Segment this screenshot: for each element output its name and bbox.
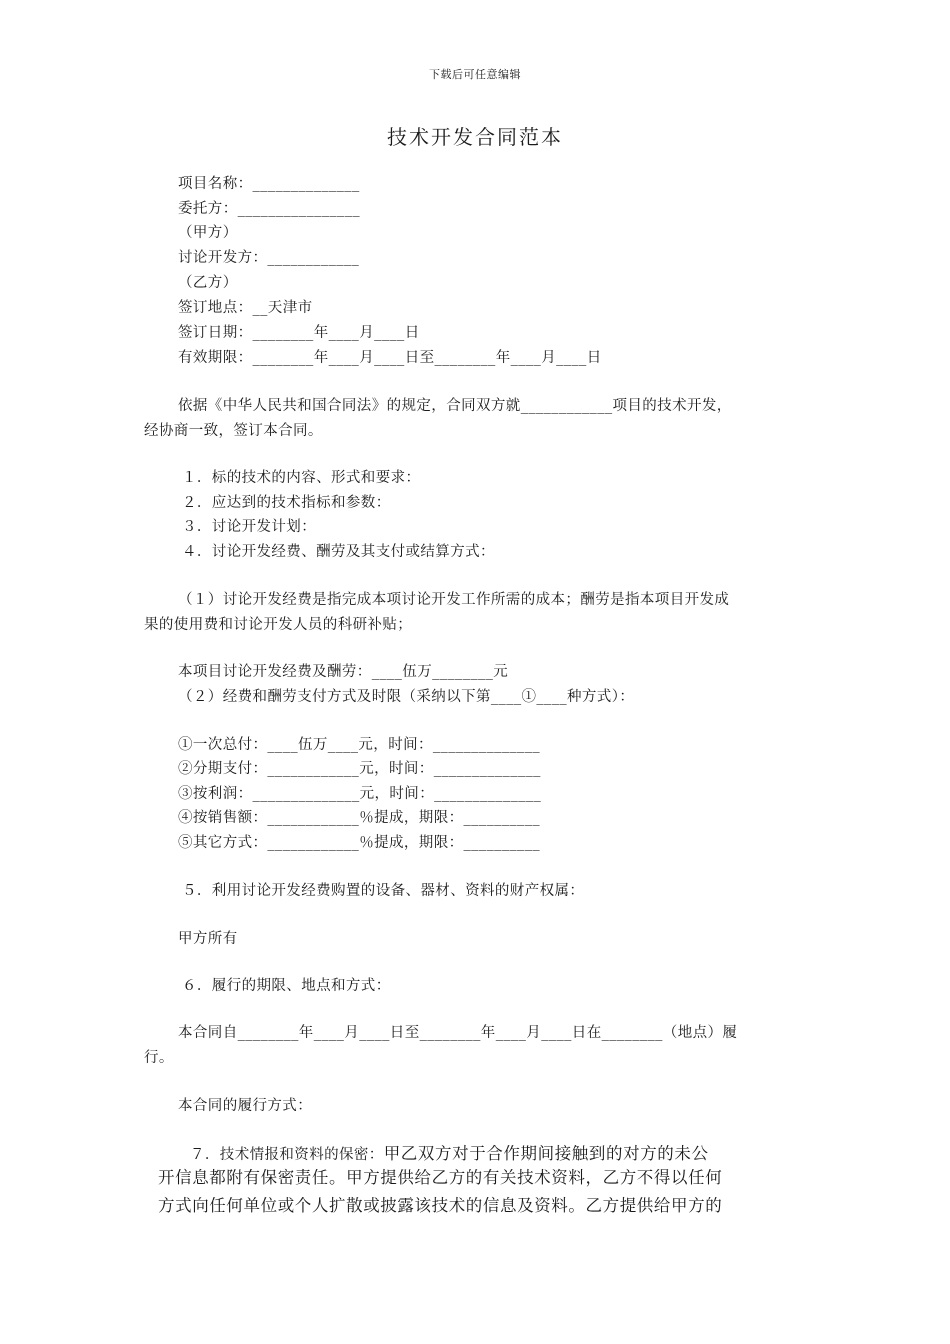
validity-period-field: 有效期限：________年____月____日至________年____月____日 xyxy=(178,350,602,366)
item-1: １．标的技术的内容、形式和要求： xyxy=(182,470,421,486)
party-b-label: （乙方） xyxy=(178,275,238,291)
item-4: ４．讨论开发经费、酬劳及其支付或结算方式： xyxy=(182,544,495,560)
document-title: 技术开发合同范本 xyxy=(387,125,563,149)
party-a-label: （甲方） xyxy=(178,225,238,241)
item-6-line-2: 行。 xyxy=(144,1050,174,1066)
payment-option-3: ③按利润：______________元，时间：______________ xyxy=(178,786,542,802)
item-7-line-2: 开信息都附有保密责任。甲方提供给乙方的有关技术资料，乙方不得以任何 xyxy=(158,1168,723,1187)
performance-method: 本合同的履行方式： xyxy=(178,1098,313,1114)
project-name-field: 项目名称：______________ xyxy=(178,176,360,192)
sub-clause-2: （２）经费和酬劳支付方式及时限（采纳以下第____①____种方式）： xyxy=(178,689,635,705)
fee-field: 本项目讨论开发经费及酬劳：____伍万________元 xyxy=(178,664,509,680)
item-5-answer: 甲方所有 xyxy=(178,931,238,947)
item-2: ２．应达到的技术指标和参数： xyxy=(182,495,391,511)
sub-clause-1-line-2: 果的使用费和讨论开发人员的科研补贴； xyxy=(144,617,413,633)
payment-option-5: ⑤其它方式：____________％提成，期限：__________ xyxy=(178,835,540,851)
developer-field: 讨论开发方：____________ xyxy=(178,250,360,266)
item-3: ３．讨论开发计划： xyxy=(182,519,317,535)
sub-clause-1-line-1: （１）讨论开发经费是指完成本项讨论开发工作所需的成本；酬劳是指本项目开发成 xyxy=(178,592,730,608)
item-7-label: ７．技术情报和资料的保密： xyxy=(190,1147,384,1163)
item-6: ６．履行的期限、地点和方式： xyxy=(182,978,391,994)
page-header-note: 下载后可任意编辑 xyxy=(429,68,521,81)
item-6-line-1: 本合同自________年____月____日至________年____月____日在________（地点）履 xyxy=(178,1025,738,1041)
payment-option-1: ①一次总付：____伍万____元，时间：______________ xyxy=(178,737,540,753)
payment-option-2: ②分期支付：____________元，时间：______________ xyxy=(178,761,541,777)
item-7-line-1 xyxy=(190,1143,709,1165)
client-field: 委托方：________________ xyxy=(178,201,360,217)
item-7-line-3: 方式向任何单位或个人扩散或披露该技术的信息及资料。乙方提供给甲方的 xyxy=(158,1196,723,1215)
intro-line-1: 依据《中华人民共和国合同法》的规定，合同双方就____________项目的技术开发， xyxy=(178,398,732,414)
signing-date-field: 签订日期：________年____月____日 xyxy=(178,325,420,341)
payment-option-4: ④按销售额：____________％提成，期限：__________ xyxy=(178,810,540,826)
intro-line-2: 经协商一致，签订本合同。 xyxy=(144,423,323,439)
item-7-line-1-rest: 甲乙双方对于合作期间接触到的对方的未公 xyxy=(383,1144,709,1163)
signing-place-field: 签订地点：__天津市 xyxy=(178,300,313,316)
item-5: ５．利用讨论开发经费购置的设备、器材、资料的财产权属： xyxy=(182,883,585,899)
